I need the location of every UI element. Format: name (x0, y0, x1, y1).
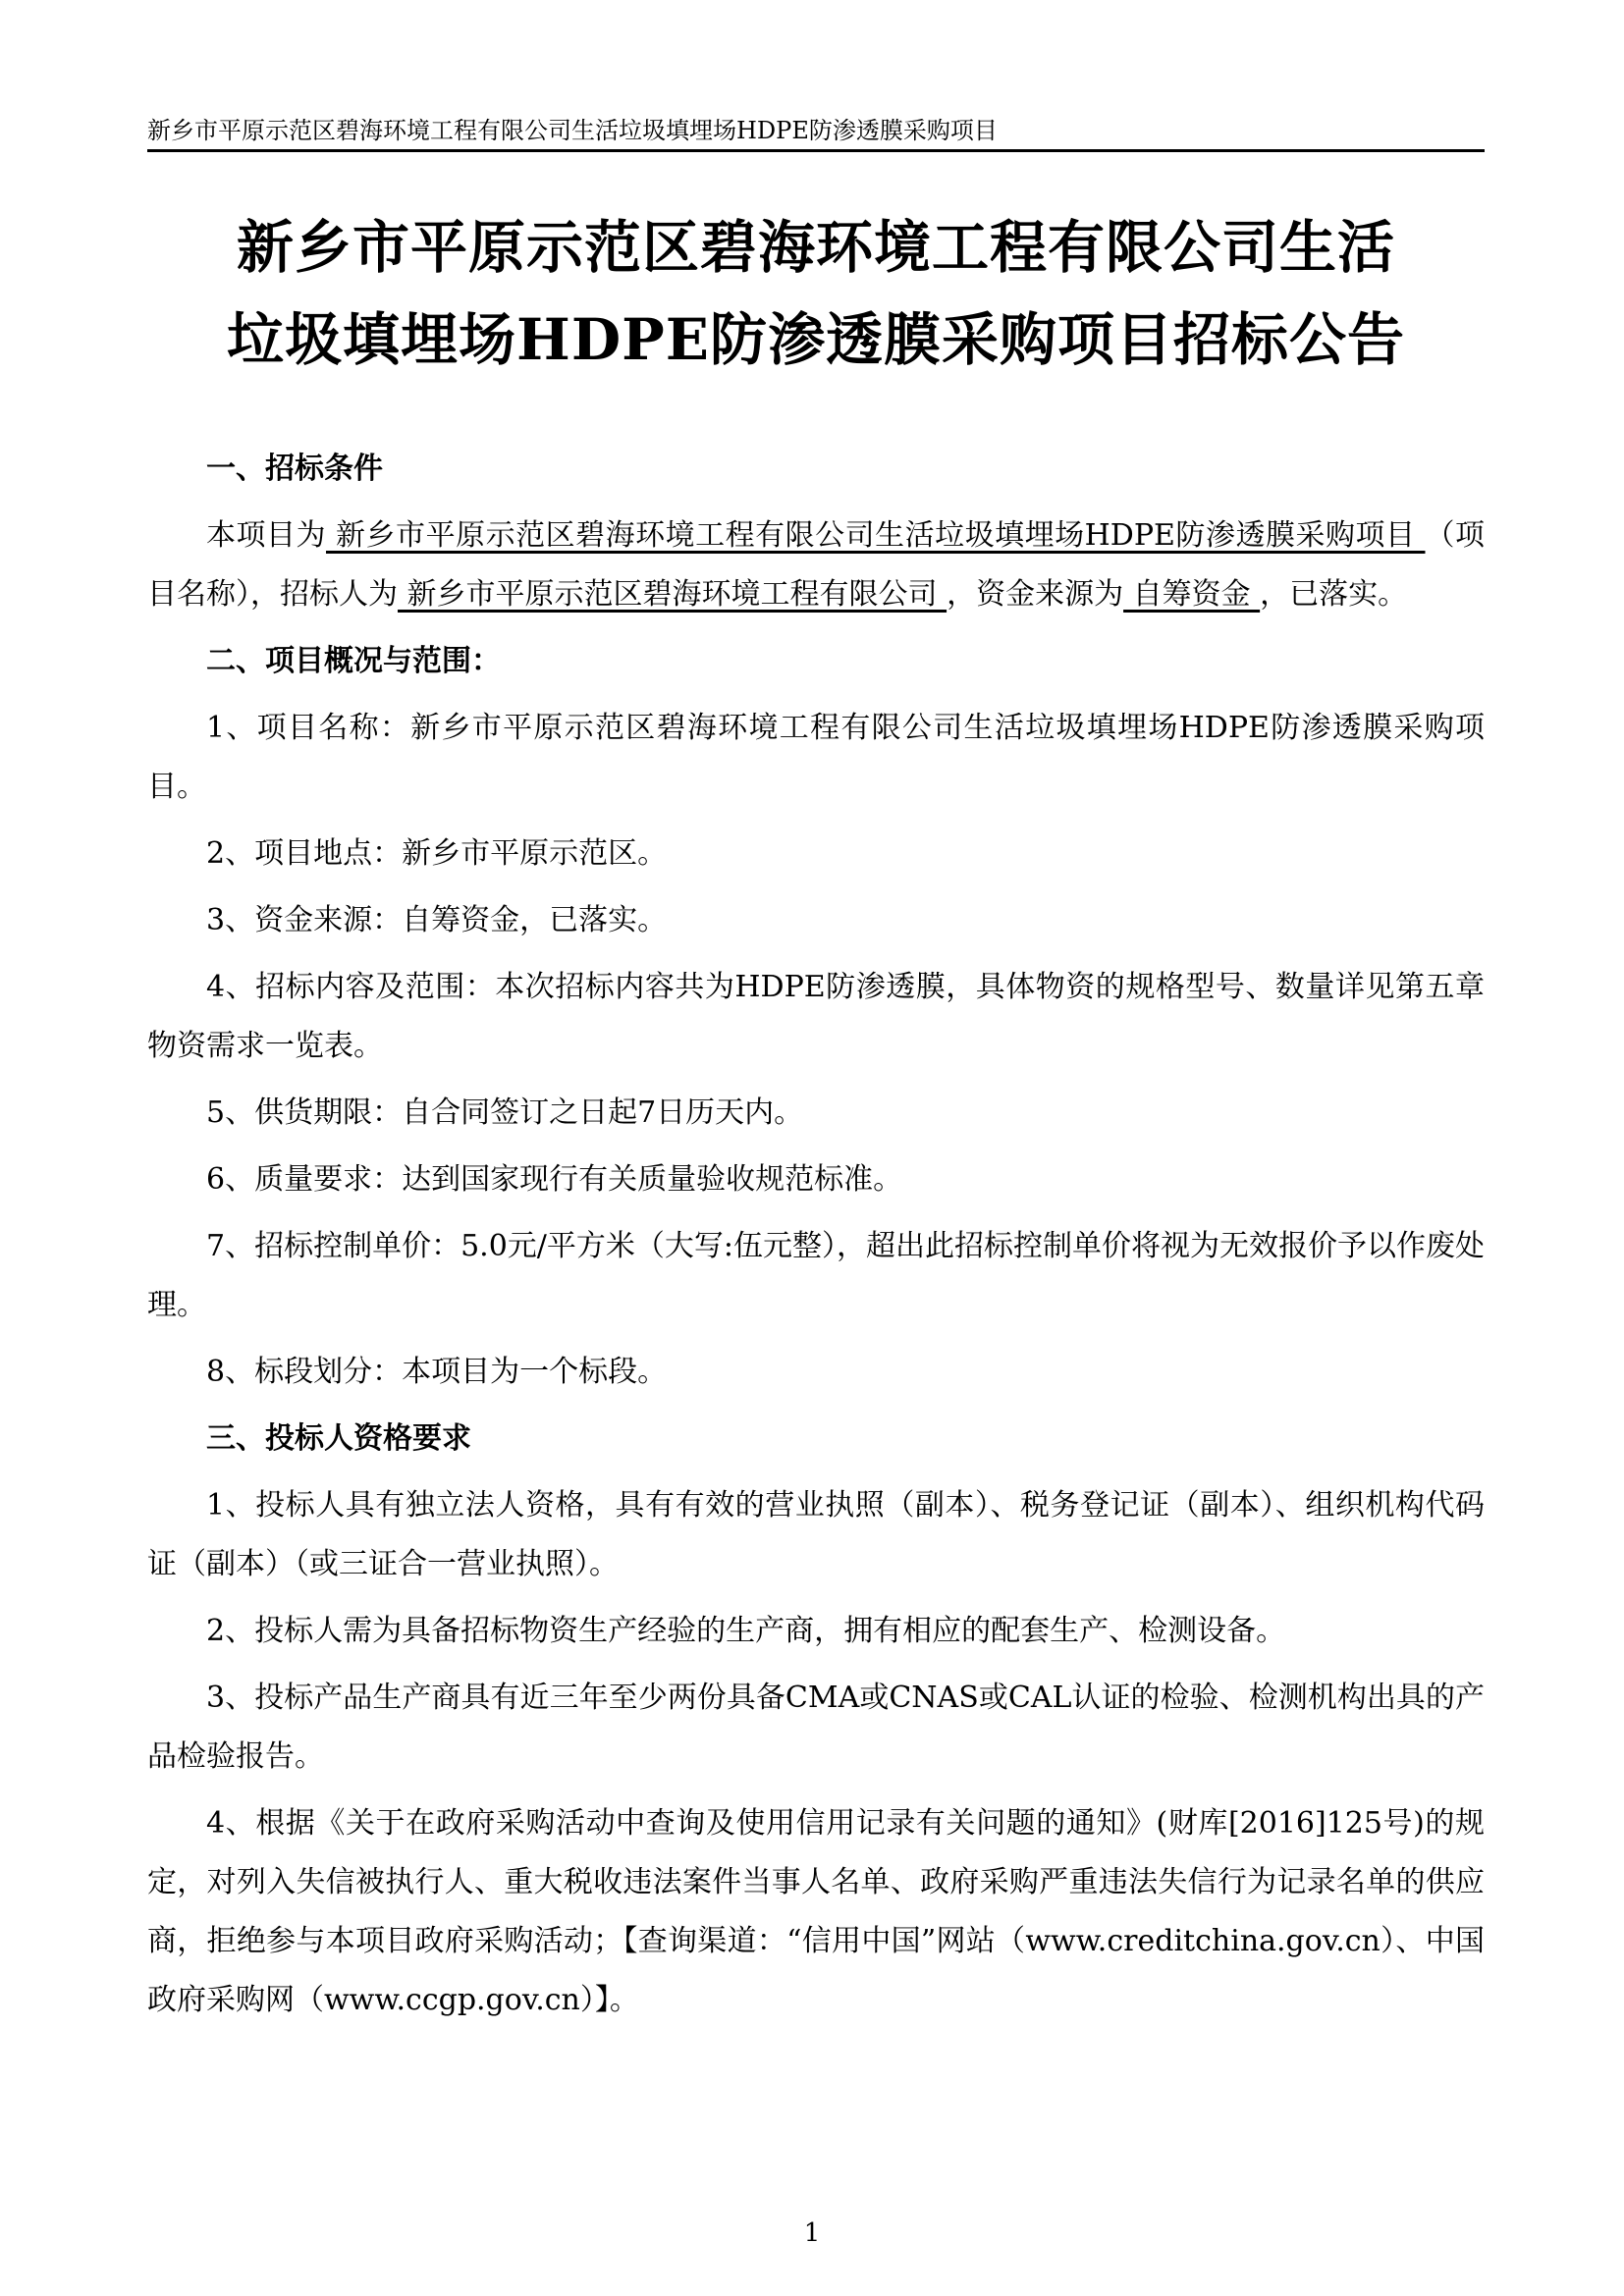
page-number: 1 (803, 2218, 821, 2248)
overview-item: 1、项目名称：新乡市平原示范区碧海环境工程有限公司生活垃圾填埋场HDPE防渗透膜采购项目。 (147, 711, 1485, 804)
overview-item: 3、资金来源：自筹资金，已落实。 (206, 903, 668, 937)
qualification-item: 1、投标人具有独立法人资格，具有有效的营业执照（副本）、税务登记证（副本）、组织机构代码证（副本）（或三证合一营业执照）。 (147, 1488, 1485, 1581)
text-run: 本项目为 (206, 518, 327, 553)
tender-conditions-paragraph (147, 507, 1485, 624)
title-line-1: 新乡市平原示范区碧海环境工程有限公司生活 (236, 214, 1395, 281)
running-header: 新乡市平原示范区碧海环境工程有限公司生活垃圾填埋场HDPE防渗透膜采购项目 (147, 117, 998, 144)
text-run: ，已落实。 (1260, 577, 1408, 612)
section-heading-bidder-qualifications: 三、投标人资格要求 (206, 1421, 471, 1456)
text-run: ，资金来源为 (947, 577, 1124, 612)
overview-item: 5、供货期限：自合同签订之日起7日历天内。 (206, 1095, 804, 1130)
qualification-item: 3、投标产品生产商具有近三年至少两份具备CMA或CNAS或CAL认证的检验、检测机构出具的产品检验报告。 (147, 1681, 1485, 1774)
document-title (147, 201, 1485, 386)
overview-item: 6、质量要求：达到国家现行有关质量验收规范标准。 (206, 1162, 903, 1197)
header-divider (147, 149, 1485, 152)
funding-source-underlined: 自筹资金 (1123, 577, 1261, 612)
overview-item: 4、招标内容及范围：本次招标内容共为HDPE防渗透膜，具体物资的规格型号、数量详见第五章物资需求一览表。 (147, 970, 1485, 1063)
document-body (147, 440, 1485, 2038)
title-line-2: 垃圾填埋场HDPE防渗透膜采购项目招标公告 (227, 306, 1405, 373)
tenderer-underlined: 新乡市平原示范区碧海环境工程有限公司 (398, 577, 947, 612)
overview-item: 7、招标控制单价：5.0元/平方米（大写:伍元整），超出此招标控制单价将视为无效报价予以作废处理。 (147, 1229, 1486, 1322)
section-heading-project-overview: 二、项目概况与范围： (206, 644, 501, 678)
project-name-underlined: 新乡市平原示范区碧海环境工程有限公司生活垃圾填埋场HDPE防渗透膜采购项目 (326, 518, 1426, 553)
overview-item: 2、项目地点：新乡市平原示范区。 (206, 836, 668, 871)
overview-item: 8、标段划分：本项目为一个标段。 (206, 1355, 668, 1389)
qualification-item: 4、根据《关于在政府采购活动中查询及使用信用记录有关问题的通知》(财库[2016]125号)的规定，对列入失信被执行人、重大税收违法案件当事人名单、政府采购严重违法失信行为记录名单的供应商，拒绝参与本项目政府采购活动；【查询渠道：“信用中国”网站（www.creditchina.gov.cn）、中国政府采购网（www.ccgp.gov.cn）】。 (147, 1806, 1485, 2017)
text-run: （项目名称），招标人为 (147, 518, 1486, 612)
section-heading-tender-conditions: 一、招标条件 (206, 452, 383, 486)
qualification-item: 2、投标人需为具备招标物资生产经验的生产商，拥有相应的配套生产、检测设备。 (206, 1614, 1286, 1648)
